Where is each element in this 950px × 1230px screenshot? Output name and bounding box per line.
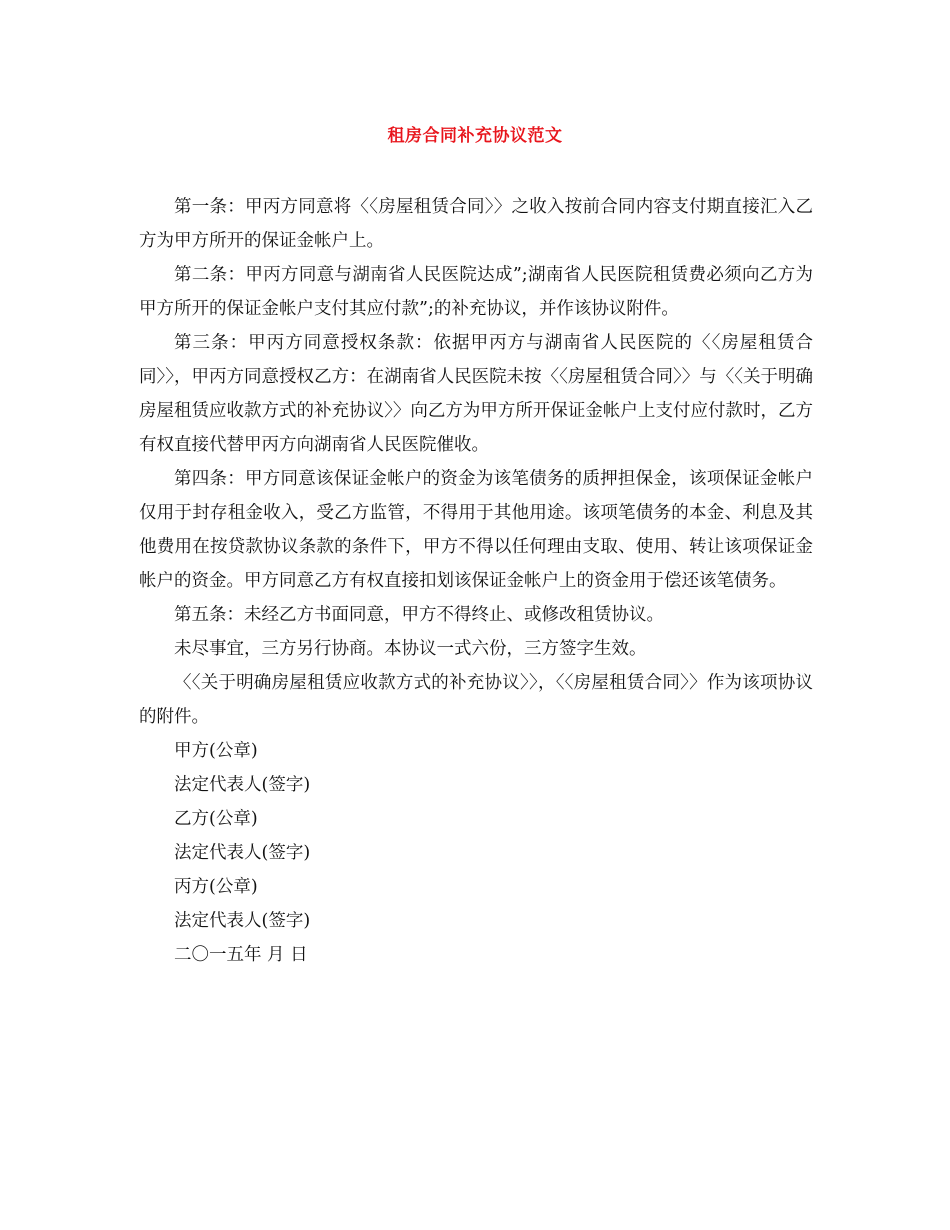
document-body	[139, 190, 813, 972]
party-a-representative: 法定代表人(签字)	[174, 775, 311, 795]
closing-note: 未尽事宜，三方另行协商。本协议一式六份，三方签字生效。	[174, 639, 647, 659]
clause-1: 第一条：甲丙方同意将〈〈房屋租赁合同〉〉之收入按前合同内容支付期直接汇入乙方为甲方所开的保证金帐户上。	[139, 197, 813, 251]
party-b-representative: 法定代表人(签字)	[174, 843, 311, 863]
document-title: 租房合同补充协议范文	[387, 126, 563, 146]
attachment-note: 〈〈关于明确房屋租赁应收款方式的补充协议〉〉，〈〈房屋租赁合同〉〉作为该项协议的附件。	[139, 673, 813, 727]
party-c-representative: 法定代表人(签字)	[174, 911, 311, 931]
clause-5: 第五条：未经乙方书面同意，甲方不得终止、或修改租赁协议。	[174, 605, 664, 625]
party-a-seal: 甲方(公章)	[174, 741, 258, 761]
party-c-seal: 丙方(公章)	[174, 877, 258, 897]
signing-date: 二〇一五年 月 日	[174, 945, 308, 965]
clause-2: 第二条：甲丙方同意与湖南省人民医院达成”;湖南省人民医院租赁费必须向乙方为甲方所开的保证金帐户支付其应付款”;的补充协议，并作该协议附件。	[139, 265, 813, 319]
clause-3: 第三条：甲丙方同意授权条款：依据甲丙方与湖南省人民医院的〈〈房屋租赁合同〉〉，甲丙方同意授权乙方：在湖南省人民医院未按〈〈房屋租赁合同〉〉与〈〈关于明确房屋租赁应收款方式的补充协议〉〉向乙方为甲方所开保证金帐户上支付应付款时，乙方有权直接代替甲丙方向湖南省人民医院催收。	[139, 333, 813, 455]
party-b-seal: 乙方(公章)	[174, 809, 258, 829]
clause-4: 第四条：甲方同意该保证金帐户的资金为该笔债务的质押担保金，该项保证金帐户仅用于封存租金收入，受乙方监管，不得用于其他用途。该项笔债务的本金、利息及其他费用在按贷款协议条款的条件下，甲方不得以任何理由支取、使用、转让该项保证金帐户的资金。甲方同意乙方有权直接扣划该保证金帐户上的资金用于偿还该笔债务。	[139, 469, 813, 591]
